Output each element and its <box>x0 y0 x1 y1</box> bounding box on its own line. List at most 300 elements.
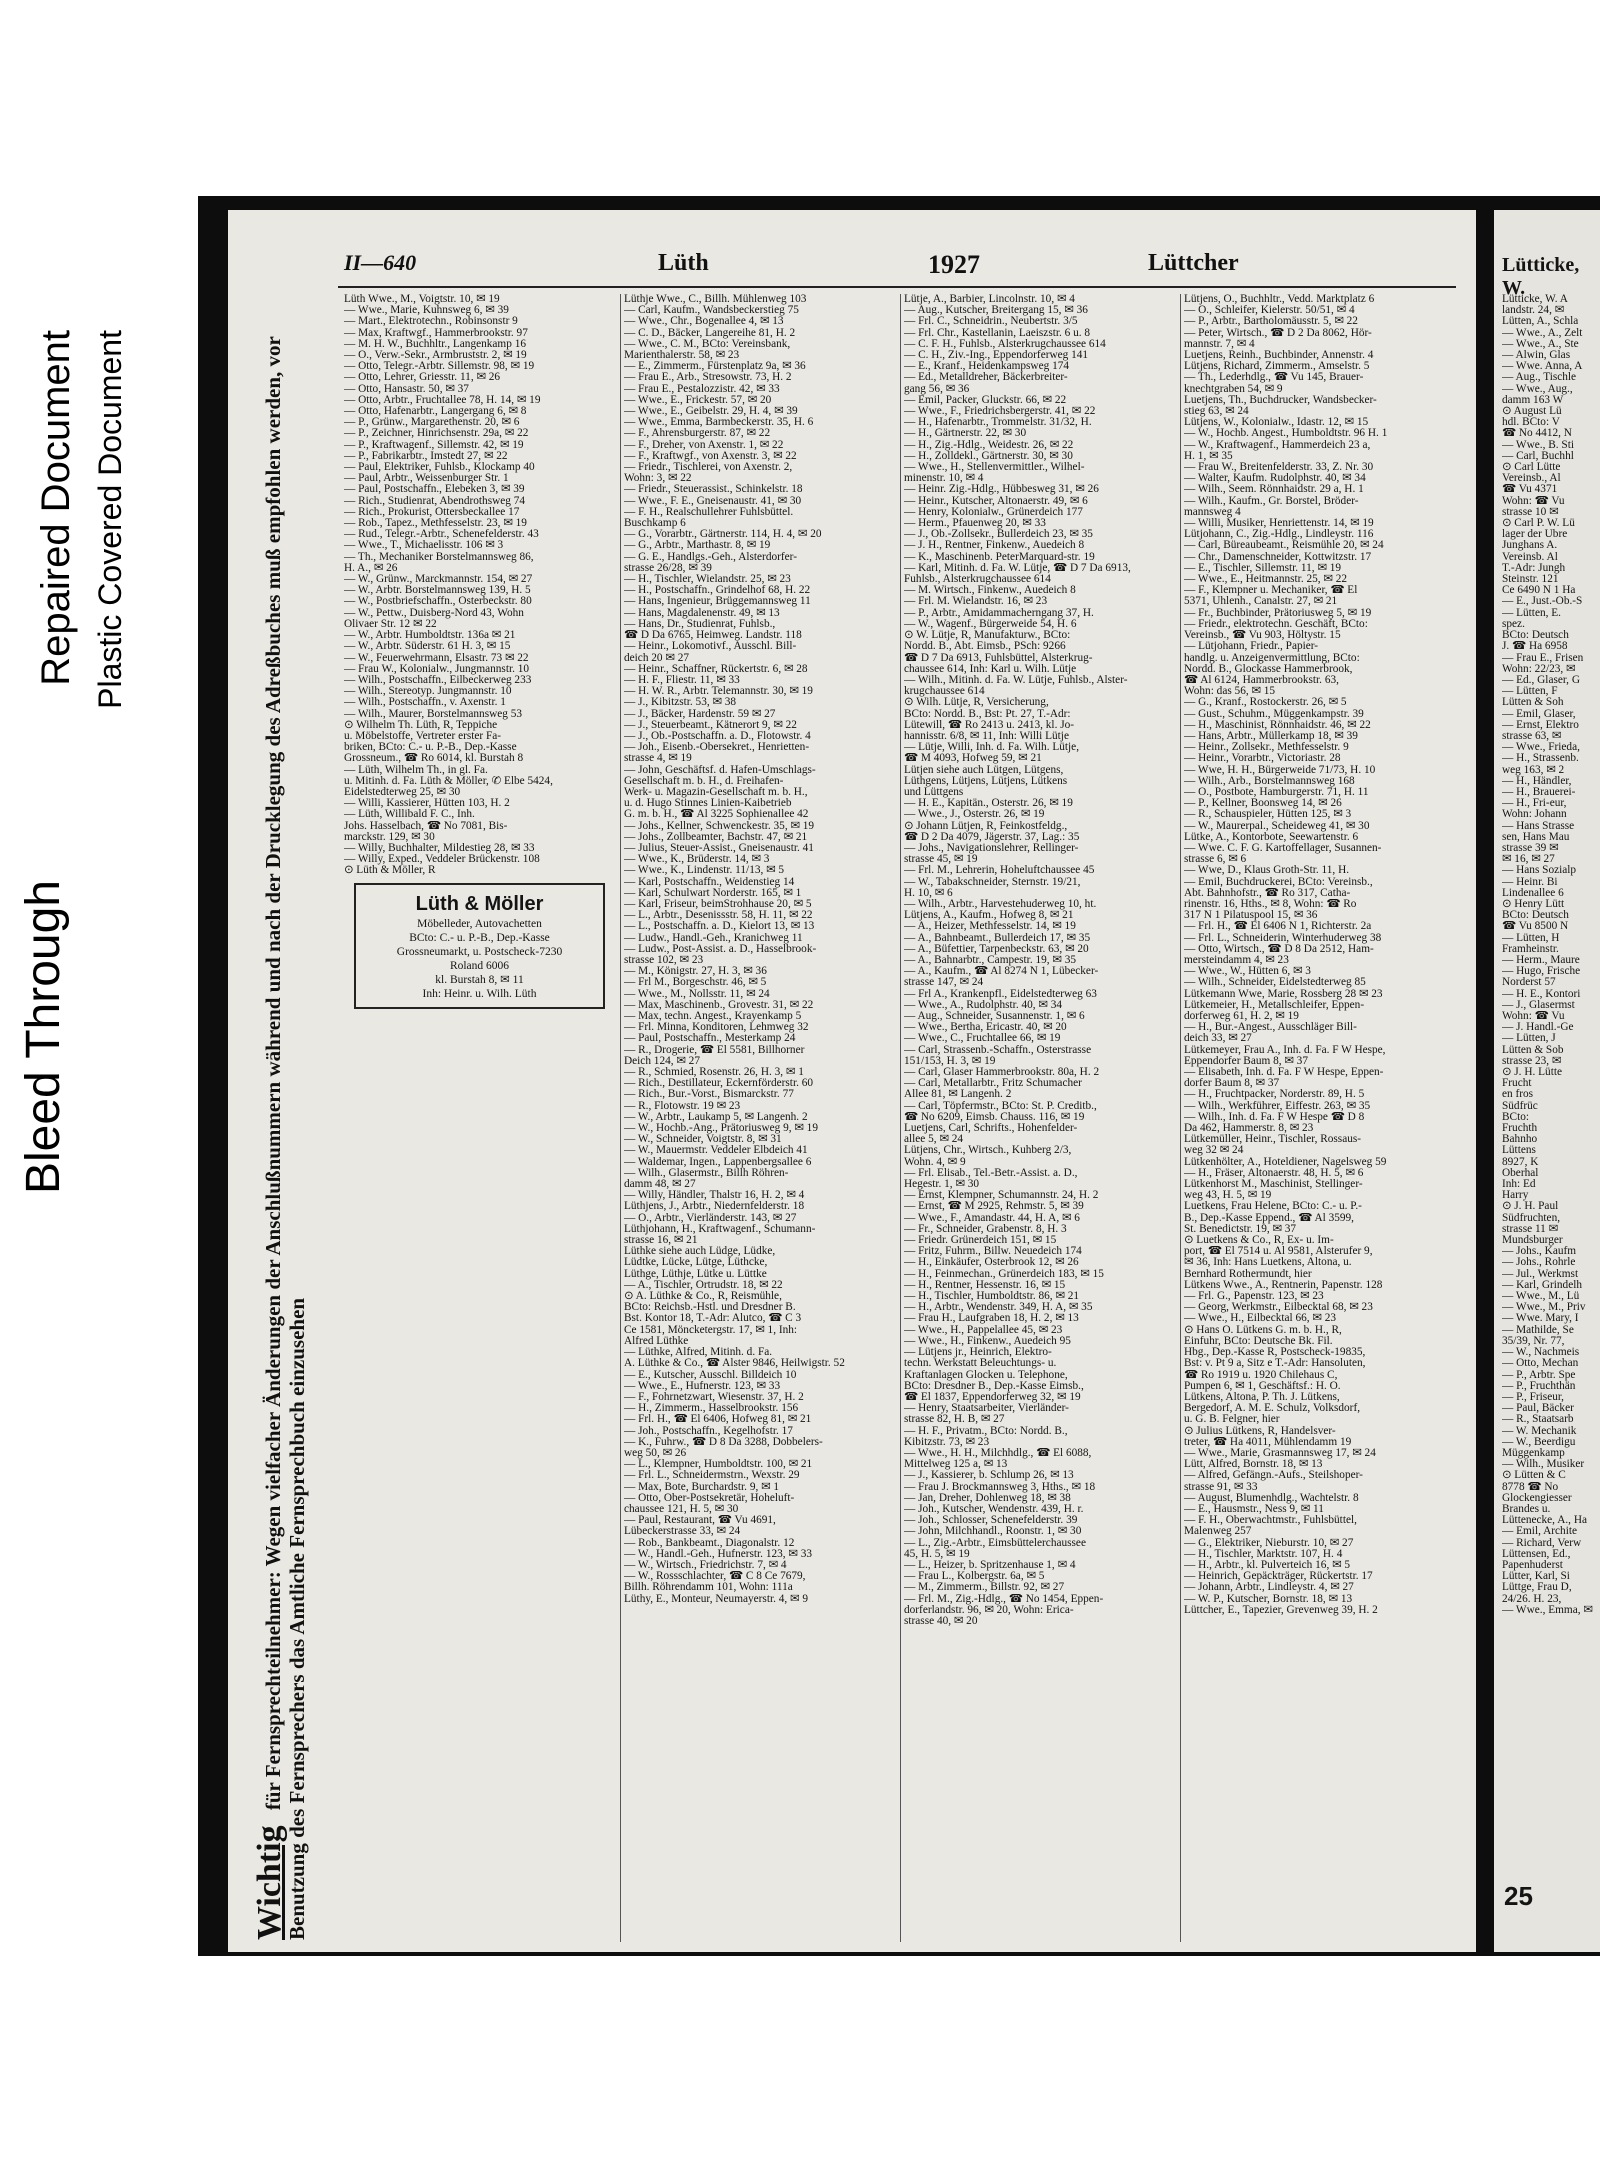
directory-entry: Mittelweg 125 a, ✉ 13 <box>904 1459 1008 1471</box>
directory-entry: — Johann, Arbtr., Lindleystr. 4, ✉ 27 <box>1184 1582 1354 1594</box>
adjacent-page-entry: Glockengiesser <box>1502 1492 1572 1504</box>
ad-title: Lüth & Möller <box>415 892 544 915</box>
adjacent-page-entry: BCto: Deutsch <box>1502 910 1569 922</box>
directory-entry: ✉ 36, Inh: Hans Luetkens, Altona, u. <box>1184 1257 1352 1269</box>
directory-entry: — M., Königstr. 27, H. 3, ✉ 36 <box>624 966 767 978</box>
directory-entry: strasse 102, ✉ 23 <box>624 954 704 966</box>
directory-entry: — P., Arbtr., Bartholomäusstr. 5, ✉ 22 <box>1184 316 1358 328</box>
directory-entry: u. d. Hugo Stinnes Linien-Kaibetrieb <box>624 798 792 810</box>
adjacent-page-entry: — Lütten, E. <box>1502 607 1561 619</box>
adjacent-page-entry: — Karl, Grindelh <box>1502 1279 1582 1291</box>
directory-entry: 151/153, H. 3, ✉ 19 <box>904 1055 996 1067</box>
directory-entry: — Ernst, ☎ M 2925, Rehmstr. 5, ✉ 39 <box>904 1201 1084 1213</box>
directory-entry: — Chr., Damenschneider, Kottwitzstr. 17 <box>1184 551 1372 563</box>
directory-entry: — W., Wagenf., Bürgerweide 54, H. 6 <box>904 618 1077 630</box>
adjacent-page-entry: damm 163 W <box>1502 394 1564 406</box>
directory-entry: — Ludw., Post-Assist. a. D., Hasselbrook- <box>624 943 817 955</box>
adjacent-page-entry: en fros <box>1502 1089 1534 1101</box>
adjacent-page-entry: T.-Adr: Jungh <box>1502 562 1566 574</box>
directory-entry: — Emil, Buchdruckerei, BCto: Vereinsb., <box>1184 876 1373 888</box>
adjacent-page-entry: Wohn: ☎ Vu <box>1502 1011 1565 1022</box>
directory-entry: — H., Rentner, Hessenstr. 16, ✉ 15 <box>904 1279 1066 1291</box>
directory-entry: — P., Fabrikarbtr., Imstedt 27, ✉ 22 <box>344 450 508 462</box>
directory-entry: — Herm., Pfauenweg 20, ✉ 33 <box>904 518 1046 530</box>
adjacent-page-entry: ☎ No 4412, N <box>1502 428 1572 440</box>
adjacent-page-entry: — Wilh., Musiker <box>1502 1459 1585 1471</box>
directory-entry: — Paul, Arbtr., Weissenburger Str. 1 <box>344 473 509 485</box>
adjacent-page-entry: Südfrüc <box>1502 1100 1538 1112</box>
adjacent-page-entry: Lüttenecke, A., Ha <box>1502 1515 1588 1527</box>
directory-entry: und Lüttgens <box>904 786 964 798</box>
directory-entry: ☎ D 7 Da 6913, Fuhlsbüttel, Alsterkrug- <box>904 652 1093 664</box>
directory-entry: — Paul, Restaurant, ☎ Vu 4691, <box>624 1515 776 1527</box>
directory-entry: weg 32 ✉ 24 <box>1184 1145 1244 1157</box>
directory-entry: Lütkens, Altona, P. Th. J. Lütkens, <box>1184 1391 1340 1403</box>
directory-entry: — Joh., Eisenb.-Obersekret., Henrietten- <box>624 742 810 754</box>
directory-entry: Nordd. B., Abt. Eimsb., PSch: 9266 <box>904 641 1066 653</box>
adjacent-page-entry: — J. Handl.-Ge <box>1502 1022 1574 1034</box>
adjacent-page-entry: Framheinstr. <box>1502 943 1559 955</box>
directory-entry: Lütkenhölter, A., Hoteldiener, Nagelsweg 59 <box>1184 1156 1387 1168</box>
adjacent-page-entry: — J., Glasermst <box>1502 999 1575 1011</box>
directory-entry: strasse 40, ✉ 20 <box>904 1615 978 1627</box>
adjacent-page-entry: Norderst 57 <box>1502 977 1556 989</box>
directory-entry: — H., Tischler, Wielandstr. 25, ✉ 23 <box>624 574 791 586</box>
directory-entry: handlg. u. Anzeigenvermittlung, BCto: <box>1184 652 1360 664</box>
directory-entry: — G., Arbtr., Marthastr. 8, ✉ 19 <box>624 540 771 552</box>
directory-entry: — H., Zimmerm., Hasselbrookstr. 156 <box>624 1403 799 1415</box>
directory-entry: — E., Tischler, Sillemstr. 11, ✉ 19 <box>1184 562 1342 574</box>
adjacent-page-entry: — Mathilde, Se <box>1502 1324 1574 1336</box>
repaired-document-label: Repaired Document <box>34 330 78 686</box>
directory-entry: Lütkemann Wwe, Marie, Rossberg 28 ✉ 23 <box>1184 988 1383 1000</box>
directory-entry: — W., Hochb. Angest., Humboldtstr. 96 H. 1 <box>1184 428 1388 440</box>
directory-entry: — H., Postschaffn., Grindelhof 68, H. 22 <box>624 585 811 597</box>
directory-entry: deich 20 ✉ 27 <box>624 652 689 664</box>
directory-entry: — Fr., Schneider, Grabenstr. 8, H. 3 <box>904 1223 1067 1235</box>
adjacent-page-entry: Mundsburger <box>1502 1235 1563 1247</box>
directory-entry: Lütjen siehe auch Lütgen, Lütgens, <box>904 764 1064 776</box>
directory-entry: techn. Werkstatt Beleuchtungs- u. <box>904 1358 1057 1370</box>
adjacent-page-entry: ☎ Vu 4371 <box>1502 484 1558 496</box>
directory-entry: strasse 6, ✉ 6 <box>1184 854 1247 866</box>
directory-entry: — M., Zimmerm., Billstr. 92, ✉ 27 <box>904 1582 1065 1594</box>
directory-entry: — L., Postschaffn. a. D., Kielort 13, ✉ 13 <box>624 921 815 933</box>
directory-entry: — J., Steuerbeamt., Kätnerort 9, ✉ 22 <box>624 719 797 731</box>
adjacent-page-entry: landstr. 24, ✉ <box>1502 305 1565 317</box>
directory-entry: u. Möbelstoffe, Vertreter erster Fa- <box>344 730 502 742</box>
directory-entry: — Carl, Glaser Hammerbrookstr. 80a, H. 2 <box>904 1067 1100 1079</box>
adjacent-page-entry: — Wwe., B. Sti <box>1502 439 1574 451</box>
adjacent-page-entry: 8778 ☎ No <box>1502 1481 1559 1493</box>
directory-entry: ☎ El 1837, Eppendorferweg 32, ✉ 19 <box>904 1391 1081 1403</box>
directory-entry: Grossneum., ☎ Ro 6014, kl. Burstah 8 <box>344 753 524 765</box>
directory-entry: — Lüthke, Alfred, Mitinh. d. Fa. <box>624 1347 773 1359</box>
directory-entry: Pumpen 6, ✉ 1, Geschäftsf.: H. O. <box>1184 1380 1341 1392</box>
directory-entry: strasse 16, ✉ 21 <box>624 1235 698 1247</box>
directory-entry: ⊙ Lüth & Möller, R <box>344 865 436 877</box>
directory-entry: — Carl, Strassenb.-Schaffn., Osterstrasse <box>904 1044 1092 1056</box>
directory-entry: — Wilh., Postschaffn., v. Axenstr. 1 <box>344 697 506 709</box>
adjacent-page-entry: — Carl, Buchhl <box>1502 450 1574 462</box>
adjacent-page-entry: — H., Strassenb. <box>1502 753 1579 765</box>
adjacent-page-entry: strasse 63, ✉ <box>1502 730 1562 742</box>
directory-entry: — Frl. Minna, Konditoren, Lehmweg 32 <box>624 1022 809 1034</box>
directory-entry: Lütjens, Chr., Wirtsch., Kuhberg 2/3, <box>904 1145 1072 1157</box>
adjacent-page-entry: Lütten & Soh <box>1502 697 1564 709</box>
directory-entry: — F., Kraftwgf., von Axenstr. 3, ✉ 22 <box>624 450 797 462</box>
adjacent-page-entry: Lütten & Sob <box>1502 1044 1564 1056</box>
directory-entry: — Wwe., C., Fruchtallee 66, ✉ 19 <box>904 1033 1061 1045</box>
directory-entry: — O., Schleifer, Kielerstr. 50/51, ✉ 4 <box>1184 305 1355 317</box>
directory-entry: deich 33, ✉ 27 <box>1184 1033 1252 1045</box>
directory-entry: — Otto, Lehrer, Griesstr. 11, ✉ 26 <box>344 372 501 384</box>
adjacent-page-entry: — Alwin, Glas <box>1502 350 1571 362</box>
adjacent-page-entry: Frucht <box>1502 1078 1532 1090</box>
directory-entry: ⊙ Johann Lütjen, R, Feinkostfeldg., <box>904 820 1068 832</box>
directory-entry: Lütjens, W., Kolonialw., Idastr. 12, ✉ 15 <box>1184 417 1369 429</box>
directory-entry: — Frau W., Kolonialw., Jungmannstr. 10 <box>344 663 530 675</box>
directory-entry: — R., Schauspieler, Hütten 125, ✉ 3 <box>1184 809 1352 821</box>
directory-entry: — H., Maschinist, Rönnhaidstr. 46, ✉ 22 <box>1184 719 1371 731</box>
adjacent-page-entry: Steinstr. 121 <box>1502 574 1559 586</box>
adjacent-page-entry: 35/39, Nr. 77, <box>1502 1335 1565 1347</box>
adjacent-page-entry: Lütten, A., Schla <box>1502 316 1579 328</box>
header-first-name: Lüth <box>658 250 709 276</box>
directory-entry: — Fritz, Fuhrm., Billw. Neuedeich 174 <box>904 1246 1082 1258</box>
adjacent-page-entry: — Otto, Mechan <box>1502 1358 1579 1370</box>
directory-entry: Deich 124, ✉ 27 <box>624 1055 700 1067</box>
directory-entry: ☎ D 2 Da 4079, Jägerstr. 37, Lag.: 35 <box>904 831 1080 843</box>
directory-entry: — R., Schmied, Rosenstr. 26, H. 3, ✉ 1 <box>624 1067 804 1079</box>
directory-entry: Lüthje Wwe., C., Billh. Mühlenweg 103 <box>624 294 807 305</box>
directory-entry: Lüthjohann, H., Kraftwagenf., Schumann- <box>624 1223 816 1235</box>
directory-entry: — Friedr., Steuerassist., Schinkelstr. 18 <box>624 484 803 496</box>
directory-entry: — Joh., Schlosser, Schenefelderstr. 39 <box>904 1515 1078 1527</box>
directory-entry: minenstr. 10, ✉ 4 <box>904 473 984 485</box>
directory-entry: — Wwe., T., Michaelisstr. 106 ✉ 3 <box>344 540 504 552</box>
directory-page <box>228 210 1476 1952</box>
notice-strip <box>251 270 348 1940</box>
directory-entry: dorferlandstr. 96, ✉ 20, Wohn: Erica- <box>904 1604 1074 1616</box>
directory-entry: Bst. Kontor 18, T.-Adr: Alutco, ☎ C 3 <box>624 1313 802 1325</box>
adjacent-page-entry: Bahnho <box>1502 1134 1538 1146</box>
directory-entry: — Aug., Kutscher, Breitergang 15, ✉ 36 <box>904 305 1088 317</box>
directory-entry: — Heinr., Vorarbtr., Victoriastr. 28 <box>1184 753 1341 765</box>
directory-entry: H. 10, ✉ 6 <box>904 887 953 899</box>
adjacent-page-entry: ⊙ August Lü <box>1502 406 1562 418</box>
directory-entry: — Paul, Elektriker, Fuhlsb., Klockamp 40 <box>344 462 535 474</box>
directory-entry: — Frl. Elisab., Tel.-Betr.-Assist. a. D., <box>904 1167 1078 1179</box>
directory-entry: — Frl. M., Lehrerin, Hoheluftchaussee 45 <box>904 865 1095 877</box>
directory-entry: — Wwe. C. F. G. Kartoffellager, Susannen- <box>1184 842 1382 854</box>
directory-entry: — Wwe., Marie, Kuhnsweg 6, ✉ 39 <box>344 305 509 317</box>
directory-entry: — J., Kassierer, b. Schlump 26, ✉ 13 <box>904 1470 1074 1482</box>
directory-entry: — Wwe., E., Hufnerstr. 123, ✉ 33 <box>624 1380 781 1392</box>
directory-entry: — Hans, Dr., Studienrat, Fuhlsb., <box>624 618 776 630</box>
directory-entry: Abt. Bahnhofstr., ☎ Ro 317, Catha- <box>1184 887 1351 899</box>
adjacent-page-entry: — Richard, Verw <box>1502 1537 1582 1549</box>
adjacent-page-entry: Ce 6490 N 1 Ha <box>1502 585 1576 597</box>
directory-entry: — Mart., Elektrotechn., Robinsonstr 9 <box>344 316 518 328</box>
directory-entry: — Karl, Friseur, beimStrohhause 20, ✉ 5 <box>624 898 812 910</box>
adjacent-page-entry: 24/26. H. 23, <box>1502 1593 1562 1605</box>
directory-entry: — W., Kraftwagenf., Hammerdeich 23 a, <box>1184 439 1371 451</box>
directory-entry: 317 N 1 Pilatuspool 15, ✉ 36 <box>1184 910 1318 922</box>
adjacent-page-entry: Wohn: ☎ Vu <box>1502 495 1565 507</box>
directory-entry: — Rud., Telegr.-Arbtr., Schenefelderstr. 43 <box>344 529 539 541</box>
directory-entry: Luetjens, Th., Buchdrucker, Wandsbecker- <box>1184 394 1377 406</box>
adjacent-page-entry: — Paul, Bäcker <box>1502 1403 1574 1415</box>
directory-entry: ☎ M 4093, Hofweg 59, ✉ 21 <box>904 753 1042 765</box>
adjacent-page-entry: — Wwe. Mary, I <box>1502 1313 1579 1325</box>
directory-entry: — A., Kaufm., ☎ Al 8274 N 1, Lübecker- <box>904 966 1099 978</box>
directory-entry: — Wilh., Werkführer, Eiffestr. 263, ✉ 35 <box>1184 1100 1371 1112</box>
directory-entry: — Heinr. Zig.-Hdlg., Hübbesweg 31, ✉ 26 <box>904 484 1099 496</box>
directory-entry: — A., Heizer, Methfesselstr. 14, ✉ 19 <box>904 921 1076 933</box>
directory-entry: — Frl. M. Wielandstr. 16, ✉ 23 <box>904 596 1048 608</box>
directory-entry: — H., Arbtr., Wendenstr. 349, H. A, ✉ 35 <box>904 1302 1093 1314</box>
directory-entry: Marienthalerstr. 58, ✉ 23 <box>624 350 740 362</box>
directory-entry: Lütt, Alfred, Bornstr. 18, ✉ 13 <box>1184 1459 1323 1471</box>
adjacent-page-entry: — Johs., Rohrle <box>1502 1257 1576 1269</box>
directory-entry: — Otto, Wirtsch., ☎ D 8 Da 2512, Ham- <box>1184 943 1374 955</box>
directory-entry: — G., Kranf., Rostockerstr. 26, ✉ 5 <box>1184 697 1347 709</box>
adjacent-page <box>1494 210 1600 1952</box>
directory-entry: u. G. B. Felgner, hier <box>1184 1414 1280 1426</box>
directory-entry: — Wwe., Emma, Barmbeckerstr. 35, H. 6 <box>624 417 814 429</box>
directory-entry: Lüth Wwe., M., Voigtstr. 10, ✉ 19 <box>344 294 500 305</box>
directory-entry: — F. H., Oberwachtmstr., Fuhlsbüttel, <box>1184 1515 1357 1527</box>
directory-entry: ⊙ Julius Lütkens, R, Handelsver- <box>1184 1425 1336 1437</box>
directory-entry: Lütjens, Richard, Zimmerm., Amselstr. 5 <box>1184 361 1370 373</box>
directory-entry: — F., Fohrnetzwart, Wiesenstr. 37, H. 2 <box>624 1391 804 1403</box>
directory-entry: — J., Kibitzstr. 53, ✉ 38 <box>624 697 737 709</box>
directory-entry: — J., Bäcker, Hardenstr. 59 ✉ 27 <box>624 708 776 720</box>
directory-entry: — Aug., Schneider, Susannenstr. 1, ✉ 6 <box>904 1011 1085 1022</box>
directory-entry: Lüthgens, Lütjens, Lütjens, Lütkens <box>904 775 1068 787</box>
directory-entry: — Frau J. Brockmannsweg 3, Hths., ✉ 18 <box>904 1481 1096 1493</box>
directory-entry: — H., Arbtr., kl. Pulverteich 16, ✉ 5 <box>1184 1559 1351 1571</box>
directory-entry: — W., Handl.-Geh., Hufnerstr. 123, ✉ 33 <box>624 1548 812 1560</box>
adjacent-page-entry: — Ed., Glaser, G <box>1502 674 1580 686</box>
directory-entry: — Th., Mechaniker Borstelmannsweg 86, <box>344 551 534 563</box>
adjacent-page-entry: strasse 10 ✉ <box>1502 506 1559 518</box>
directory-entry: strasse 91, ✉ 33 <box>1184 1481 1258 1493</box>
directory-entry: H. A., ✉ 26 <box>344 562 398 574</box>
directory-entry: — Rob., Bankbeamt., Diagonalstr. 12 <box>624 1537 795 1549</box>
directory-entry: — Wwe., H. H., Milchhdlg., ☎ El 6088, <box>904 1447 1092 1459</box>
adjacent-page-entry: — W., Nachmeis <box>1502 1347 1580 1359</box>
adjacent-page-entry: Lüttensen, Ed., <box>1502 1548 1571 1560</box>
directory-entry: — F., Ahrensburgerstr. 87, ✉ 22 <box>624 428 771 440</box>
directory-entry: — Wwe., F., Amandastr. 44, H. A, ✉ 6 <box>904 1212 1080 1224</box>
adjacent-page-entry: lager der Ubre <box>1502 529 1568 541</box>
directory-entry: — W., Rossschlachter, ☎ C 8 Ce 7679, <box>624 1571 806 1583</box>
directory-entry: — O., Verw.-Sekr., Armbruststr. 2, ✉ 19 <box>344 350 527 362</box>
adjacent-page-entry: — Hugo, Frische <box>1502 966 1581 978</box>
directory-entry: — J., Ob.-Zollsekr., Bullerdeich 23, ✉ 35 <box>904 529 1093 541</box>
adjacent-page-entry: ⊙ Lütten & C <box>1502 1470 1566 1482</box>
directory-entry: — Wwe., E., Frickestr. 57, ✉ 20 <box>624 394 772 406</box>
directory-entry: — Fr., Buchbinder, Prätoriusweg 5, ✉ 19 <box>1184 607 1372 619</box>
directory-entry: mersteindamm 4, ✉ 23 <box>1184 954 1289 966</box>
directory-entry: — W. P., Kutscher, Bornstr. 18, ✉ 13 <box>1184 1593 1353 1605</box>
adjacent-page-entry: strasse 39 ✉ <box>1502 842 1559 854</box>
adjacent-page-entry: ✉ 16, ✉ 27 <box>1502 854 1555 866</box>
directory-entry: — F. H., Realschullehrer Fuhlsbüttel. <box>624 506 794 518</box>
directory-entry: — H., Zolldekl., Gärtnerstr. 30, ✉ 30 <box>904 450 1073 462</box>
directory-entry: — Carl, Töpfermstr., BCto: St. P. Creditb., <box>904 1100 1097 1112</box>
directory-entry: krugchaussee 614 <box>904 686 985 698</box>
adjacent-page-entry: — H. E., Kontori <box>1502 988 1581 1000</box>
adjacent-page-entry: — Wwe., Aug., <box>1502 383 1573 395</box>
directory-entry: — A., Bahnarbtr., Campestr. 19, ✉ 35 <box>904 954 1077 966</box>
directory-entry: Hegestr. 1, ✉ 30 <box>904 1179 980 1191</box>
adjacent-page-entry: hdl. BCto: V <box>1502 417 1560 429</box>
directory-entry: damm 48, ✉ 27 <box>624 1179 696 1191</box>
directory-entry: allee 5, ✉ 24 <box>904 1134 964 1146</box>
directory-entry: — Wwe., M., Nollsstr. 11, ✉ 24 <box>624 988 770 1000</box>
directory-column-2 <box>624 294 899 1942</box>
directory-entry: — G., Vorarbtr., Gärtnerstr. 114, H. 4, ✉ 20 <box>624 529 822 541</box>
directory-entry: Lüdtke, Lücke, Lütge, Lüthcke, <box>624 1257 768 1269</box>
adjacent-page-entry: — Wwe., M., Lü <box>1502 1291 1580 1303</box>
directory-entry: — Wwe., J., Osterstr. 26, ✉ 19 <box>904 809 1045 821</box>
directory-entry: — Carl, Metallarbtr., Fritz Schumacher <box>904 1078 1082 1090</box>
directory-entry: dorfer Baum 8, ✉ 37 <box>1184 1078 1280 1090</box>
directory-entry: Lüthke siehe auch Lüdge, Lüdke, <box>624 1246 776 1258</box>
directory-entry: — Lüth, Willibald F. C., Inh. <box>344 809 475 821</box>
directory-entry: — Waldemar, Ingen., Lappenbergsallee 6 <box>624 1156 812 1168</box>
directory-entry: Ce 1581, Möncketergstr. 17, ✉ 1, Inh: <box>624 1324 798 1336</box>
directory-entry: — Heinr., Lokomotivf., Ausschl. Bill- <box>624 641 797 653</box>
adjacent-page-entry: Lütter, Karl, Si <box>1502 1571 1570 1583</box>
directory-entry: Eidelstedterweg 25, ✉ 30 <box>344 786 461 798</box>
directory-entry: St. Benedictstr. 19, ✉ 37 <box>1184 1223 1297 1235</box>
adjacent-page-entry: — Wwe., Frieda, <box>1502 742 1580 754</box>
directory-entry: — W., Arbtr. Süderstr. 61 H. 3, ✉ 15 <box>344 641 511 653</box>
directory-entry: strasse 4, ✉ 19 <box>624 753 692 765</box>
directory-entry: — H. E., Kapitän., Osterstr. 26, ✉ 19 <box>904 798 1073 810</box>
adjacent-page-entry: BCto: Deutsch <box>1502 630 1569 642</box>
adjacent-page-entry: — Lütten, F <box>1502 686 1558 698</box>
lueth-moeller-advertisement <box>354 883 605 1009</box>
directory-entry: — Max, Maschinenb., Grovestr. 31, ✉ 22 <box>624 999 814 1011</box>
directory-entry: — Wwe., H., Eilbecktal 66, ✉ 23 <box>1184 1313 1337 1325</box>
directory-entry: — W., Arbtr. Humboldtstr. 136a ✉ 21 <box>344 630 516 642</box>
adjacent-page-entry: — Lütten, H <box>1502 932 1560 944</box>
directory-entry: stieg 63, ✉ 24 <box>1184 406 1249 418</box>
directory-entry: — H., Zig.-Hdlg., Weidestr. 26, ✉ 22 <box>904 439 1074 451</box>
adjacent-page-entry: sen, Hans Mau <box>1502 831 1570 843</box>
directory-entry: — Wwe., F. E., Gneisenaustr. 41, ✉ 30 <box>624 495 802 507</box>
adjacent-page-entry: — Wwe., A., Zelt <box>1502 327 1583 339</box>
directory-entry: — Wilh., Postschaffn., Eilbeckerweg 233 <box>344 674 532 686</box>
directory-entry: — W., Hochb.-Ang., Prätoriusweg 9, ✉ 19 <box>624 1123 818 1135</box>
directory-entry: strasse 26/28, ✉ 39 <box>624 562 712 574</box>
directory-entry: Bst: v. Pt 9 a, Sitz e T.-Adr: Hansoluten, <box>1184 1358 1366 1370</box>
directory-entry: Lütkemeyer, Frau A., Inh. d. Fa. F W Hespe, <box>1184 1044 1386 1056</box>
directory-entry: ☎ Al 6124, Hammerbrookstr. 63, <box>1184 674 1339 686</box>
ad-line: kl. Burstah 8, ✉ 11 <box>435 973 524 986</box>
directory-entry: — Frl. C., Schneidrin., Neubertstr. 3/5 <box>904 316 1078 328</box>
directory-entry: — P., Zeichner, Hinrichsenstr. 29a, ✉ 22 <box>344 428 529 440</box>
directory-entry: Gesellschaft m. b. H., d. Freihafen- <box>624 775 784 787</box>
directory-entry: gang 56, ✉ 36 <box>904 383 970 395</box>
directory-entry: — C. H., Ziv.-Ing., Eppendorferweg 141 <box>904 350 1089 362</box>
directory-entry: Lütjens, O., Buchhltr., Vedd. Marktplatz 6 <box>1184 294 1375 305</box>
adjacent-page-entry: Südfruchten, <box>1502 1212 1561 1224</box>
directory-entry: ☎ No 6209, Eimsb. Chauss. 116, ✉ 19 <box>904 1111 1085 1123</box>
adjacent-page-entry: ⊙ Carl Lütte <box>1502 462 1561 474</box>
adjacent-page-entry: Wohn: 22/23, ✉ <box>1502 663 1576 675</box>
directory-entry: — Willy, Händler, Thalstr 16, H. 2, ✉ 4 <box>624 1190 805 1202</box>
directory-entry: Buschkamp 6 <box>624 518 686 530</box>
directory-entry: strasse 147, ✉ 24 <box>904 977 984 989</box>
adjacent-page-entry: weg 163, ✉ 2 <box>1502 764 1565 776</box>
directory-entry: Lübeckerstrasse 33, ✉ 24 <box>624 1526 741 1538</box>
directory-entry: — Karl, Mitinh. d. Fa. W. Lütje, ☎ D 7 Da 6913, <box>904 562 1131 574</box>
adjacent-page-entry: Müggenkamp <box>1502 1447 1565 1459</box>
directory-entry: — Johs., Kellner, Schwenckestr. 35, ✉ 19 <box>624 820 815 832</box>
directory-entry: — A., Tischler, Ortrudstr. 18, ✉ 22 <box>624 1279 783 1291</box>
directory-entry: Wohn: 3, ✉ 22 <box>624 473 692 485</box>
directory-entry: — Karl, Schulwart Norderstr. 165, ✉ 1 <box>624 887 802 899</box>
ad-line: Roland 6006 <box>449 959 510 972</box>
directory-entry: — Willy, Buchhalter, Mildestieg 28, ✉ 33 <box>344 842 535 854</box>
directory-entry: — Frau H., Laufgraben 18, H. 2, ✉ 13 <box>904 1313 1079 1325</box>
directory-entry: — Walter, Kaufm. Rudolphstr. 40, ✉ 34 <box>1184 473 1366 485</box>
directory-entry: Kibitzstr. 73, ✉ 23 <box>904 1436 990 1448</box>
directory-entry: — Rich., Studienrat, Abendrothsweg 74 <box>344 495 526 507</box>
adjacent-page-entry: — Wwe., M., Priv <box>1502 1302 1586 1314</box>
directory-entry: Lüttcher, E., Tapezier, Grevenweg 39, H. 2 <box>1184 1604 1378 1616</box>
directory-entry: — Wwe, D., Klaus Groth-Str. 11, H. <box>1184 865 1350 877</box>
directory-entry: — W., Postbriefschaffn., Osterbeckstr. 80 <box>344 596 532 608</box>
directory-entry: — P., Grünw., Margarethenstr. 20, ✉ 6 <box>344 417 520 429</box>
directory-entry: Fuhlsb., Alsterkrugchaussee 614 <box>904 574 1051 586</box>
adjacent-page-entry: Oberhal <box>1502 1167 1539 1179</box>
directory-entry: — Frau W., Breitenfelderstr. 33, Z. Nr. 30 <box>1184 462 1374 474</box>
directory-entry: — J. H., Rentner, Finkenw., Auedeich 8 <box>904 540 1085 552</box>
adjacent-page-entry: — Heinr. Bi <box>1502 876 1558 888</box>
adjacent-page-entry: — W. Mechanik <box>1502 1425 1577 1437</box>
directory-entry: — M. H. W., Buchhltr., Langenkamp 16 <box>344 338 526 350</box>
adjacent-page-entry: — Herm., Maure <box>1502 954 1580 966</box>
margin-labels <box>0 0 160 2177</box>
directory-entry: — Carl, Kaufm., Wandsbeckerstieg 75 <box>624 305 799 317</box>
directory-entry: — R., Flotowstr. 19 ✉ 23 <box>624 1100 741 1112</box>
directory-entry: — Lütjens jr., Heinrich, Elektro- <box>904 1347 1052 1359</box>
adjacent-page-entry: ⊙ J. H. Lütte <box>1502 1067 1562 1079</box>
directory-entry: — Rich., Prokurist, Ottersbeckallee 17 <box>344 506 520 518</box>
directory-entry: mannsweg 4 <box>1184 506 1241 518</box>
directory-entry: — H., Bur.-Angest., Ausschläger Bill- <box>1184 1022 1357 1034</box>
directory-entry: — C. F. H., Fuhlsb., Alsterkrugchaussee 614 <box>904 338 1106 350</box>
directory-entry: ⊙ Wilh. Lütje, R, Versicherung, <box>904 697 1049 709</box>
directory-entry: — Wwe., H., Stellenvermittler., Wilhel- <box>904 462 1085 474</box>
bleed-through-label: Bleed Through <box>17 880 70 1195</box>
directory-entry: — K., Maschinenb. PeterMarquard-str. 19 <box>904 551 1095 563</box>
directory-entry: — Wwe., Bertha, Ericastr. 40, ✉ 20 <box>904 1022 1067 1034</box>
directory-entry: — Friedr., elektrotechn. Geschäft, BCto: <box>1184 618 1368 630</box>
directory-entry: — Wwe., C. M., BCto: Vereinsbank, <box>624 338 791 350</box>
adjacent-page-entry: ⊙ J. H. Paul <box>1502 1201 1559 1213</box>
directory-entry: — Wwe., K., Brüderstr. 14, ✉ 3 <box>624 854 770 866</box>
adjacent-page-entry: strasse 23, ✉ <box>1502 1055 1562 1067</box>
directory-entry: — A., Bahnbeamt., Bullerdeich 17, ✉ 35 <box>904 932 1091 944</box>
